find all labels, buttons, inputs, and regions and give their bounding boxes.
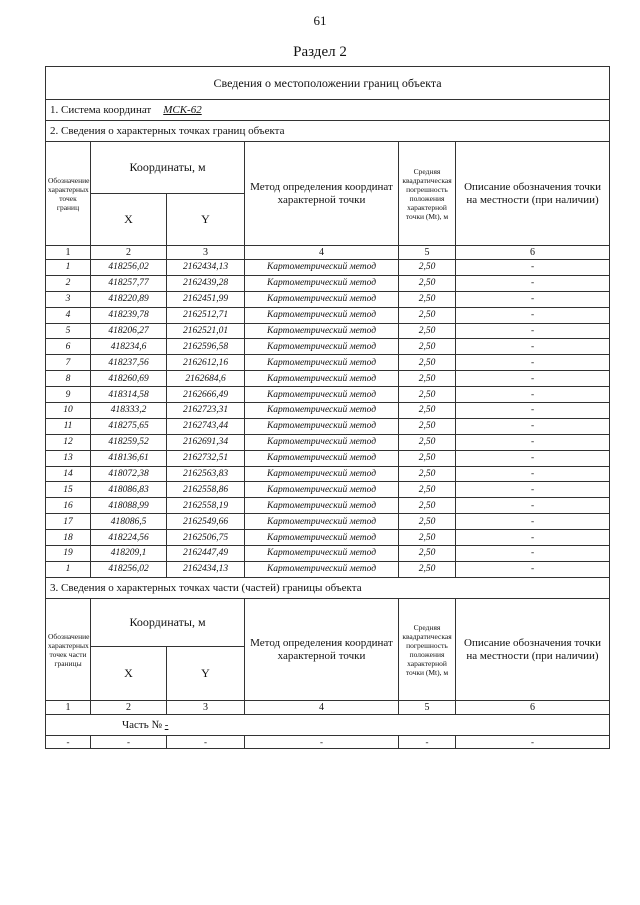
error-value: 2,50 — [399, 339, 456, 355]
part-col-number: 4 — [245, 701, 399, 715]
method: Картометрический метод — [245, 466, 399, 482]
description: - — [456, 323, 610, 339]
point-number: 14 — [46, 466, 91, 482]
coord-system-value: МСК-62 — [163, 104, 202, 116]
point-label-header: Обозначение характерных точек границ — [46, 142, 91, 246]
method: Картометрический метод — [245, 514, 399, 530]
description: - — [456, 530, 610, 546]
method: Картометрический метод — [245, 371, 399, 387]
error-value: 2,50 — [399, 514, 456, 530]
description: - — [456, 434, 610, 450]
coord-y: 2162723,31 — [167, 403, 245, 419]
part-col-number: 5 — [399, 701, 456, 715]
section-title: Раздел 2 — [293, 44, 347, 60]
error-value: 2,50 — [399, 482, 456, 498]
coord-x: 418256,02 — [91, 561, 167, 577]
coord-x: 418333,2 — [91, 403, 167, 419]
description: - — [456, 498, 610, 514]
part-point-label-header: Обозначение характерных точек части границы — [46, 599, 91, 701]
coord-y: 2162596,58 — [167, 339, 245, 355]
coord-x: - — [91, 736, 167, 749]
table-row — [46, 387, 610, 403]
error-value: 2,50 — [399, 466, 456, 482]
coords-header: Координаты, м — [91, 142, 245, 194]
coord-y: 2162684,6 — [167, 371, 245, 387]
col-number: 5 — [399, 246, 456, 260]
point-number: 1 — [46, 260, 91, 276]
coord-x: 418239,78 — [91, 307, 167, 323]
method: Картометрический метод — [245, 291, 399, 307]
part-col-number: 3 — [167, 701, 245, 715]
point-number: 11 — [46, 418, 91, 434]
coord-x: 418257,77 — [91, 275, 167, 291]
method: Картометрический метод — [245, 498, 399, 514]
method: - — [245, 736, 399, 749]
coord-y: 2162512,71 — [167, 307, 245, 323]
table-row — [46, 450, 610, 466]
coord-x: 418220,89 — [91, 291, 167, 307]
part-y-header: Y — [167, 647, 245, 701]
method-header: Метод определения координат характерной точки — [245, 142, 399, 246]
table-row — [46, 371, 610, 387]
point-number: 1 — [46, 561, 91, 577]
description-header: Описание обозначения точки на местности (при наличии) — [456, 142, 610, 246]
error-value: 2,50 — [399, 530, 456, 546]
col-number: 4 — [245, 246, 399, 260]
coord-y: 2162506,75 — [167, 530, 245, 546]
table-row — [46, 323, 610, 339]
page-number: 61 — [313, 13, 327, 28]
method: Картометрический метод — [245, 307, 399, 323]
error-header: Средняя квадратическая погрешность положения характерной точки (Mt), м — [399, 142, 456, 246]
points-section-title: 2. Сведения о характерных точках границ объекта — [46, 121, 610, 142]
point-number: 15 — [46, 482, 91, 498]
coord-x: 418256,02 — [91, 260, 167, 276]
coord-y: 2162558,19 — [167, 498, 245, 514]
coord-y: 2162434,13 — [167, 561, 245, 577]
coord-y: 2162563,83 — [167, 466, 245, 482]
point-number: 17 — [46, 514, 91, 530]
coord-x: 418224,56 — [91, 530, 167, 546]
coord-y: 2162612,16 — [167, 355, 245, 371]
point-number: 9 — [46, 387, 91, 403]
error-value: 2,50 — [399, 418, 456, 434]
description: - — [456, 466, 610, 482]
part-number-label: Часть № — [122, 719, 162, 731]
part-method-header: Метод определения координат характерной точки — [245, 599, 399, 701]
point-number: 2 — [46, 275, 91, 291]
method: Картометрический метод — [245, 275, 399, 291]
method: Картометрический метод — [245, 546, 399, 562]
part-col-number: 2 — [91, 701, 167, 715]
error-value: 2,50 — [399, 561, 456, 577]
method: Картометрический метод — [245, 561, 399, 577]
coord-y: - — [167, 736, 245, 749]
description: - — [456, 339, 610, 355]
error-value: 2,50 — [399, 291, 456, 307]
coord-x: 418206,27 — [91, 323, 167, 339]
coord-y: 2162521,01 — [167, 323, 245, 339]
description: - — [456, 307, 610, 323]
method: Картометрический метод — [245, 355, 399, 371]
part-number-row — [46, 715, 610, 736]
point-number: 16 — [46, 498, 91, 514]
error-value: 2,50 — [399, 371, 456, 387]
description: - — [456, 260, 610, 276]
point-number: 18 — [46, 530, 91, 546]
coord-x: 418237,56 — [91, 355, 167, 371]
description: - — [456, 418, 610, 434]
description: - — [456, 275, 610, 291]
point-number: 19 — [46, 546, 91, 562]
y-header: Y — [167, 194, 245, 246]
coord-x: 418136,61 — [91, 450, 167, 466]
description: - — [456, 355, 610, 371]
part-number-value: - — [164, 719, 169, 731]
description: - — [456, 514, 610, 530]
error-value: 2,50 — [399, 355, 456, 371]
coord-y: 2162732,51 — [167, 450, 245, 466]
method: Картометрический метод — [245, 260, 399, 276]
point-number: 13 — [46, 450, 91, 466]
table-row — [46, 355, 610, 371]
error-value: 2,50 — [399, 434, 456, 450]
table-row — [46, 403, 610, 419]
description: - — [456, 371, 610, 387]
col-number: 2 — [91, 246, 167, 260]
error-value: 2,50 — [399, 307, 456, 323]
point-number: 8 — [46, 371, 91, 387]
point-number: 5 — [46, 323, 91, 339]
point-number: 12 — [46, 434, 91, 450]
table-title: Сведения о местоположении границ объекта — [46, 67, 610, 100]
description: - — [456, 403, 610, 419]
method: Картометрический метод — [245, 434, 399, 450]
coord-y: 2162434,13 — [167, 260, 245, 276]
part-col-number: 6 — [456, 701, 610, 715]
point-number: 6 — [46, 339, 91, 355]
error-value: 2,50 — [399, 275, 456, 291]
col-number: 6 — [456, 246, 610, 260]
coord-x: 418088,99 — [91, 498, 167, 514]
error-value: 2,50 — [399, 546, 456, 562]
error-value: 2,50 — [399, 450, 456, 466]
table-row — [46, 339, 610, 355]
part-x-header: X — [91, 647, 167, 701]
error-value: 2,50 — [399, 498, 456, 514]
description: - — [456, 546, 610, 562]
table-row — [46, 530, 610, 546]
point-number: 4 — [46, 307, 91, 323]
method: Картометрический метод — [245, 403, 399, 419]
table-row — [46, 546, 610, 562]
error-value: 2,50 — [399, 403, 456, 419]
table-row — [46, 514, 610, 530]
description: - — [456, 736, 610, 749]
coord-x: 418259,52 — [91, 434, 167, 450]
method: Картометрический метод — [245, 323, 399, 339]
error-value: 2,50 — [399, 387, 456, 403]
table-row — [46, 498, 610, 514]
description: - — [456, 482, 610, 498]
point-number: - — [46, 736, 91, 749]
part-boundary-table — [45, 577, 610, 749]
coord-y: 2162549,66 — [167, 514, 245, 530]
point-number: 3 — [46, 291, 91, 307]
method: Картометрический метод — [245, 450, 399, 466]
col-number: 1 — [46, 246, 91, 260]
coord-system-label: 1. Система координат — [50, 104, 152, 116]
coord-x: 418086,83 — [91, 482, 167, 498]
coord-y: 2162666,49 — [167, 387, 245, 403]
coord-y: 2162439,28 — [167, 275, 245, 291]
table-row — [46, 434, 610, 450]
error-value: 2,50 — [399, 260, 456, 276]
coord-x: 418275,65 — [91, 418, 167, 434]
part-description-header: Описание обозначения точки на местности (при наличии) — [456, 599, 610, 701]
coord-y: 2162743,44 — [167, 418, 245, 434]
coord-y: 2162451,99 — [167, 291, 245, 307]
x-header: X — [91, 194, 167, 246]
description: - — [456, 450, 610, 466]
table-row — [46, 307, 610, 323]
point-number: 7 — [46, 355, 91, 371]
coord-system-row — [46, 100, 610, 121]
coord-y: 2162691,34 — [167, 434, 245, 450]
part-col-number: 1 — [46, 701, 91, 715]
table-row — [46, 275, 610, 291]
part-coords-header: Координаты, м — [91, 599, 245, 647]
table-row — [46, 291, 610, 307]
coord-y: 2162447,49 — [167, 546, 245, 562]
table-row — [46, 466, 610, 482]
table-row — [46, 482, 610, 498]
col-number: 3 — [167, 246, 245, 260]
error-value: 2,50 — [399, 323, 456, 339]
table-row — [46, 260, 610, 276]
method: Картометрический метод — [245, 482, 399, 498]
method: Картометрический метод — [245, 387, 399, 403]
part-error-header: Средняя квадратическая погрешность положения характерной точки (Mt), м — [399, 599, 456, 701]
method: Картометрический метод — [245, 339, 399, 355]
coord-x: 418260,69 — [91, 371, 167, 387]
parts-section-title: 3. Сведения о характерных точках части (частей) границы объекта — [46, 578, 610, 599]
boundary-table — [45, 66, 610, 578]
method: Картометрический метод — [245, 418, 399, 434]
coord-x: 418086,5 — [91, 514, 167, 530]
error-value: - — [399, 736, 456, 749]
part-table-row — [46, 736, 610, 749]
coord-x: 418234,6 — [91, 339, 167, 355]
description: - — [456, 387, 610, 403]
coord-y: 2162558,86 — [167, 482, 245, 498]
point-number: 10 — [46, 403, 91, 419]
coord-x: 418209,1 — [91, 546, 167, 562]
table-row — [46, 561, 610, 577]
coord-x: 418072,38 — [91, 466, 167, 482]
table-row — [46, 418, 610, 434]
description: - — [456, 561, 610, 577]
coord-x: 418314,58 — [91, 387, 167, 403]
description: - — [456, 291, 610, 307]
method: Картометрический метод — [245, 530, 399, 546]
